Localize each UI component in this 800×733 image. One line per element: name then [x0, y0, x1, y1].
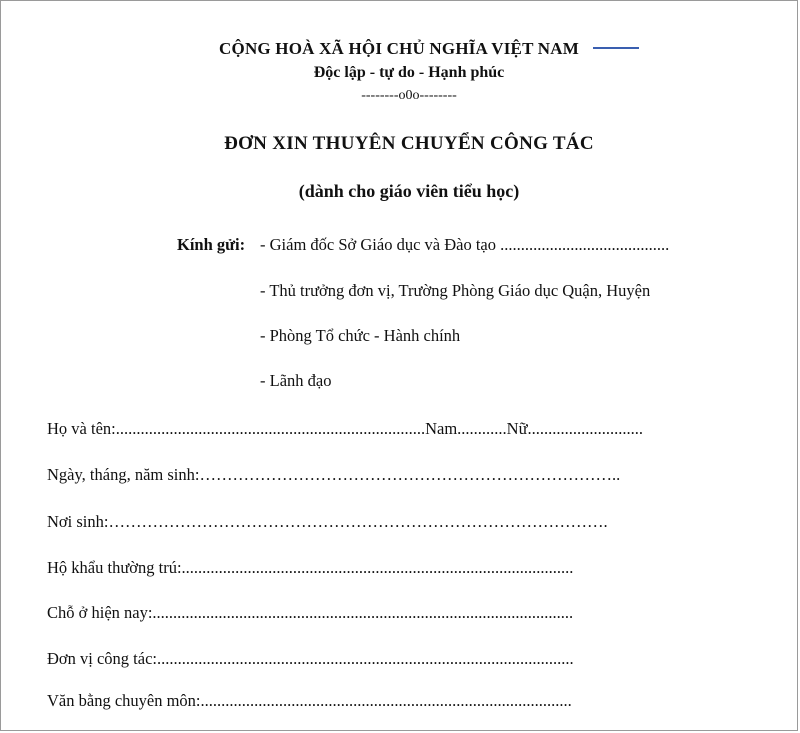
field-permanent-residence: Hộ khẩu thường trú:...............................................................................................	[47, 558, 574, 577]
document-subtitle: (dành cho giáo viên tiểu học)	[298, 181, 520, 201]
field-place-of-birth: Nơi sinh:……………………………………………………………………………….	[47, 512, 608, 531]
country-heading: CỘNG HOÀ XÃ HỘI CHỦ NGHĨA VIỆT NAM	[219, 39, 579, 58]
ink-strike-mark	[593, 47, 639, 49]
field-professional-degree: Văn bằng chuyên môn:..........................................................................................	[47, 691, 572, 710]
recipient-line-4: - Lãnh đạo	[260, 371, 332, 390]
recipients-label: Kính gửi:	[177, 235, 246, 254]
field-work-unit: Đơn vị công tác:.....................................................................................................	[47, 649, 574, 668]
recipient-line-3: - Phòng Tổ chức - Hành chính	[260, 326, 461, 345]
header-separator: --------o0o--------	[361, 88, 457, 103]
recipient-line-1: - Giám đốc Sở Giáo dục và Đào tạo .........................................	[260, 235, 670, 254]
motto-heading: Độc lập - tự do - Hạnh phúc	[313, 64, 505, 81]
document-title: ĐƠN XIN THUYÊN CHUYỂN CÔNG TÁC	[224, 133, 594, 154]
field-current-address: Chỗ ở hiện nay:......................................................................................................	[47, 603, 574, 622]
recipient-line-2: - Thủ trưởng đơn vị, Trường Phòng Giáo dục Quận, Huyện	[260, 281, 651, 300]
field-full-name: Họ và tên:...........................................................................Nam............Nữ............................	[47, 419, 644, 438]
field-date-of-birth: Ngày, tháng, năm sinh:…………………………………………………………………..	[47, 465, 621, 484]
